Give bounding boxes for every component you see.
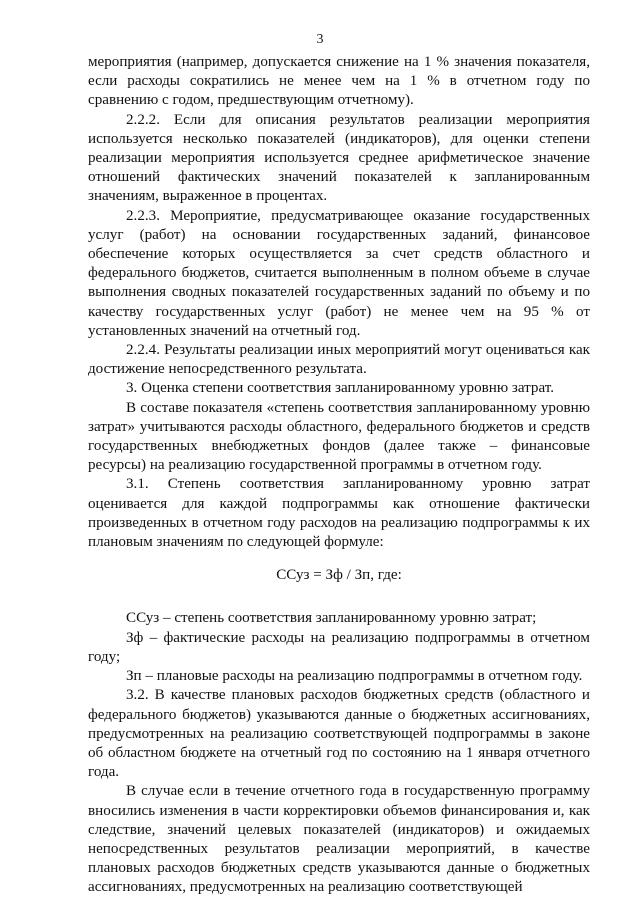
paragraph-2-2-4: 2.2.4. Результаты реализации иных мероприятий могут оцениваться как достижение непосредственного результата. — [88, 342, 590, 378]
definition-ssuz: ССуз – степень соответствия запланированному уровню затрат; — [126, 610, 537, 627]
paragraph-financial-resources: В составе показателя «степень соответствия запланированному уровню затрат» учитываются расходы областного, федерального бюджетов и средств государственных внебюджетных фондов (далее также – финансовые ресурсы) на реализацию государственной программы в отчетном году. — [88, 399, 590, 474]
page-number: 3 — [316, 32, 324, 47]
paragraph-3-2: 3.2. В качестве плановых расходов бюджетных средств (областного и федерального бюджетов) указываются данные о бюджетных ассигнованиях, предусмотренных на реализацию соответствующей подпрограммы в законе об областном бюджете на отчетный год по состоянию на 1 января отчетного года. — [88, 687, 590, 781]
section-heading-3: 3. Оценка степени соответствия запланированному уровню затрат. — [126, 380, 555, 397]
paragraph-2-2-2: 2.2.2. Если для описания результатов реализации мероприятия используется несколько показателей (индикаторов), для оценки степени реализации мероприятия используется среднее арифметическое значение отношений фактических значений показателей к запланированным значениям, выраженное в процентах. — [88, 111, 590, 205]
paragraph-3-1: 3.1. Степень соответствия запланированному уровню затрат оценивается для каждой подпрограммы как отношение фактически произведенных в отчетном году расходов на реализацию подпрограммы к их плановым значениям по следующей формуле: — [88, 476, 590, 551]
paragraph-changes: В случае если в течение отчетного года в государственную программу вносились изменения в части корректировки объемов финансирования и, как следствие, значений целевых показателей (индикаторов) и ожидаемых непосредственных результатов реализации мероприятий, в качестве плановых расходов бюджетных средств указываются данные о бюджетных ассигнованиях, предусмотренных на реализацию соответствующей — [88, 783, 590, 896]
definition-zf: Зф – фактические расходы на реализацию подпрограммы в отчетном году; — [88, 629, 590, 665]
paragraph-continuation: мероприятия (например, допускается снижение на 1 % значения показателя, если расходы сократились не менее чем на 1 % в отчетном году по сравнению с годом, предшествующим отчетному). — [88, 54, 590, 109]
document-body — [88, 53, 590, 898]
definition-zp: Зп – плановые расходы на реализацию подпрограммы в отчетном году. — [126, 668, 583, 685]
paragraph-2-2-3: 2.2.3. Мероприятие, предусматривающее оказание государственных услуг (работ) на основании государственных заданий, финансовое обеспечение которых осуществляется за счет средств областного и федерального бюджетов, считается выполненным в полном объеме в случае выполнения сводных показателей государственных заданий по объему и по качеству государственных услуг (работ) не менее чем на 95 % от установленных значений на отчетный год. — [88, 207, 590, 339]
formula: ССуз = Зф / Зп, где: — [276, 567, 402, 584]
